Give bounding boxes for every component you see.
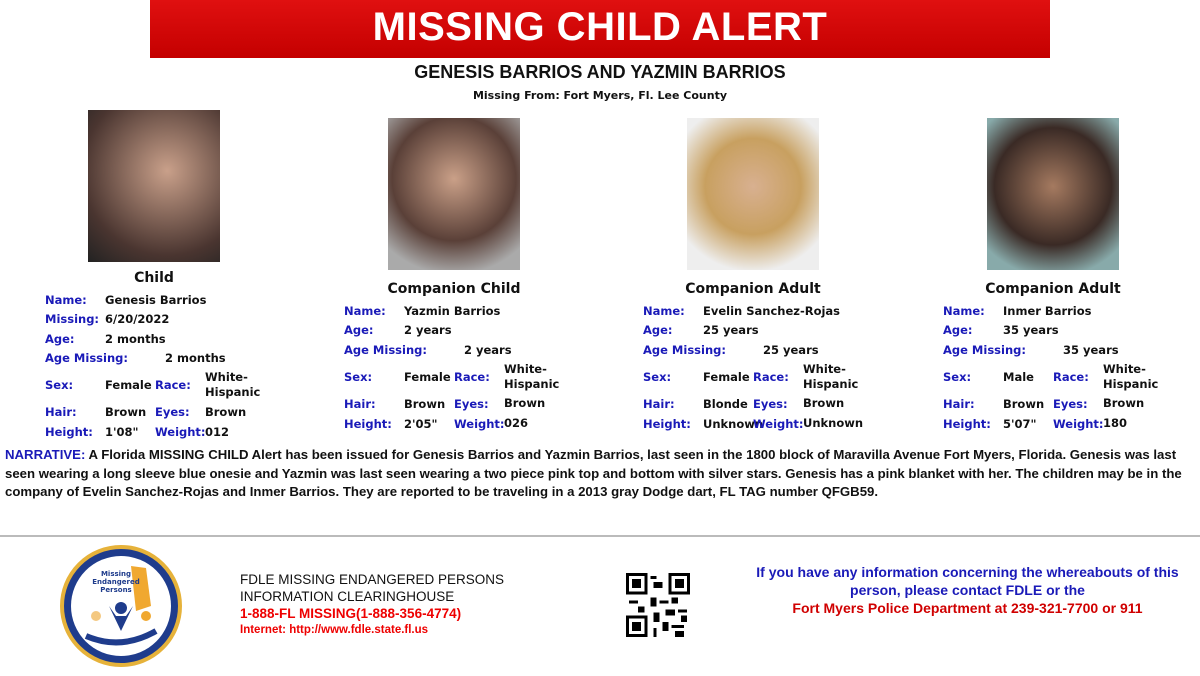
person-heading: Companion Child — [387, 281, 521, 297]
alert-banner: MISSING CHILD ALERT — [150, 0, 1050, 58]
person-heading: Companion Adult — [985, 281, 1121, 297]
race-value: White-Hispanic — [205, 370, 261, 399]
eyes-label: Eyes: — [155, 405, 190, 419]
field-label: Age Missing: — [344, 342, 427, 357]
person-card — [943, 281, 1200, 434]
field-label: Age: — [643, 323, 673, 338]
missing-names: GENESIS BARRIOS AND YAZMIN BARRIOS — [414, 62, 786, 82]
photo-inmer — [987, 118, 1119, 270]
svg-text:Persons: Persons — [100, 586, 132, 594]
race-value: White-Hispanic — [803, 361, 859, 391]
hair-label: Hair: — [943, 396, 975, 411]
eyes-value: Brown — [205, 404, 247, 419]
race-label: Race: — [1053, 369, 1089, 384]
weight-label: Weight: — [454, 416, 505, 431]
height-value: 2'05" — [404, 416, 438, 431]
weight-value: Unknown — [803, 416, 864, 430]
info-row — [344, 321, 604, 341]
sex-value: Female — [703, 369, 750, 384]
weight-label: Weight: — [1053, 416, 1104, 431]
info-row — [45, 329, 305, 349]
narrative-text: A Florida MISSING CHILD Alert has been issued for Genesis Barrios and Yazmin Barrios, last seen in the 1800 block of Maravilla Avenue Fort Myers, Florida. Genesis was last seen wearing a long sleeve blue onesie and Yazmin was last seen wearing a two piece pink top and bottom with silver stars. Genesis has a pink blanket with her. The children may be in the company of Evelin Sanchez-Rojas and Inmer Barrios. They are reported to be traveling in a 2013 gray Dodge dart, FL TAG number QFGB59. — [5, 447, 1182, 499]
hair-value: Brown — [1003, 396, 1045, 411]
eyes-value: Brown — [803, 396, 845, 410]
field-label: Name: — [344, 303, 386, 318]
contact-line1: If you have any information concerning the whereabouts of this person, please contact FDLE or the — [756, 564, 1179, 598]
person-heading: Companion Adult — [685, 281, 821, 297]
field-value: Yazmin Barrios — [404, 303, 501, 318]
info-row-hair — [45, 402, 305, 422]
weight-label: Weight: — [155, 425, 206, 439]
field-value: 35 years — [1003, 323, 1059, 338]
photo-yazmin — [388, 118, 520, 270]
field-value: 6/20/2022 — [105, 312, 170, 327]
field-value: 2 years — [464, 342, 512, 357]
info-row-hair — [943, 394, 1200, 414]
info-row — [45, 310, 305, 330]
field-value: Genesis Barrios — [105, 292, 207, 307]
info-row — [344, 340, 604, 360]
race-value: White-Hispanic — [504, 361, 560, 391]
eyes-label: Eyes: — [753, 396, 788, 411]
height-value: 1'08" — [105, 425, 139, 439]
info-row — [344, 301, 604, 321]
height-label: Height: — [344, 416, 392, 431]
info-row-sex — [943, 360, 1200, 394]
weight-value: 012 — [205, 424, 230, 439]
race-value: White-Hispanic — [1103, 361, 1159, 391]
field-label: Name: — [643, 303, 685, 318]
field-value: 35 years — [1063, 342, 1119, 357]
photo-evelin — [687, 118, 819, 270]
hair-label: Hair: — [344, 396, 376, 411]
field-label: Age: — [344, 323, 374, 338]
person-card — [344, 281, 604, 434]
hair-value: Blonde — [703, 396, 748, 411]
race-label: Race: — [753, 369, 789, 384]
hair-label: Hair: — [643, 396, 675, 411]
info-row-height — [643, 414, 903, 434]
svg-text:Missing: Missing — [100, 570, 132, 578]
info-row-hair — [344, 394, 604, 414]
info-row — [643, 301, 903, 321]
height-label: Height: — [45, 425, 93, 439]
field-label: Age: — [943, 323, 973, 338]
race-label: Race: — [454, 369, 490, 384]
info-row — [45, 349, 305, 369]
fdle-info — [240, 571, 504, 639]
field-value: 25 years — [763, 342, 819, 357]
height-value: 5'07" — [1003, 416, 1037, 431]
sex-label: Sex: — [943, 369, 972, 384]
field-label: Name: — [45, 292, 87, 307]
field-value: Evelin Sanchez-Rojas — [703, 303, 841, 318]
height-label: Height: — [943, 416, 991, 431]
contact-info — [745, 563, 1190, 617]
fdle-line1: FDLE MISSING ENDANGERED PERSONS — [240, 572, 505, 587]
fdle-phone: 1-888-FL MISSING(1-888-356-4774) — [240, 606, 462, 621]
hair-label: Hair: — [45, 405, 77, 419]
info-row — [643, 321, 903, 341]
narrative — [5, 446, 1195, 502]
contact-line2: Fort Myers Police Department at 239-321-7700 or 911 — [792, 600, 1143, 616]
fdle-clearinghouse-logo — [60, 545, 182, 667]
field-label: Age: — [45, 331, 75, 346]
missing-from: Missing From: Fort Myers, Fl. Lee County — [472, 89, 728, 102]
eyes-label: Eyes: — [454, 396, 489, 411]
fdle-line2: INFORMATION CLEARINGHOUSE — [240, 589, 455, 604]
person-card — [643, 281, 903, 434]
field-value: 25 years — [703, 323, 759, 338]
field-value: 2 years — [404, 323, 452, 338]
field-label: Missing: — [45, 312, 100, 327]
hair-value: Brown — [404, 396, 446, 411]
info-row-height — [344, 414, 604, 434]
field-label: Age Missing: — [45, 351, 128, 366]
divider — [0, 535, 1200, 537]
info-row — [45, 290, 305, 310]
sex-label: Sex: — [344, 369, 373, 384]
info-row — [943, 340, 1200, 360]
qr-code-icon — [626, 573, 690, 637]
info-row-hair — [643, 394, 903, 414]
info-row — [943, 301, 1200, 321]
info-row-height — [45, 422, 305, 442]
weight-value: 180 — [1103, 416, 1128, 430]
svg-text:Endangered: Endangered — [92, 578, 140, 586]
field-value: 2 months — [105, 331, 166, 346]
info-row-sex — [45, 368, 305, 402]
sex-value: Female — [105, 378, 152, 392]
field-label: Name: — [943, 303, 985, 318]
sex-label: Sex: — [45, 378, 74, 392]
person-card — [45, 270, 305, 442]
eyes-label: Eyes: — [1053, 396, 1088, 411]
hair-value: Brown — [105, 405, 147, 419]
info-row — [943, 321, 1200, 341]
info-row-height — [943, 414, 1200, 434]
info-row-sex — [344, 360, 604, 394]
narrative-label: NARRATIVE: — [5, 447, 86, 462]
info-row-sex — [643, 360, 903, 394]
field-label: Age Missing: — [643, 342, 726, 357]
fdle-internet-link[interactable]: Internet: http://www.fdle.state.fl.us — [240, 624, 429, 636]
sex-value: Female — [404, 369, 451, 384]
height-value: Unknown — [703, 416, 764, 431]
sex-value: Male — [1003, 369, 1034, 384]
field-value: Inmer Barrios — [1003, 303, 1092, 318]
sex-label: Sex: — [643, 369, 672, 384]
info-row — [643, 340, 903, 360]
field-label: Age Missing: — [943, 342, 1026, 357]
person-heading: Child — [134, 270, 174, 286]
field-value: 2 months — [165, 351, 226, 366]
eyes-value: Brown — [504, 396, 546, 410]
height-label: Height: — [643, 416, 691, 431]
weight-value: 026 — [504, 416, 529, 430]
photo-genesis — [88, 110, 220, 262]
weight-label: Weight: — [753, 416, 804, 431]
eyes-value: Brown — [1103, 396, 1145, 410]
race-label: Race: — [155, 378, 191, 392]
